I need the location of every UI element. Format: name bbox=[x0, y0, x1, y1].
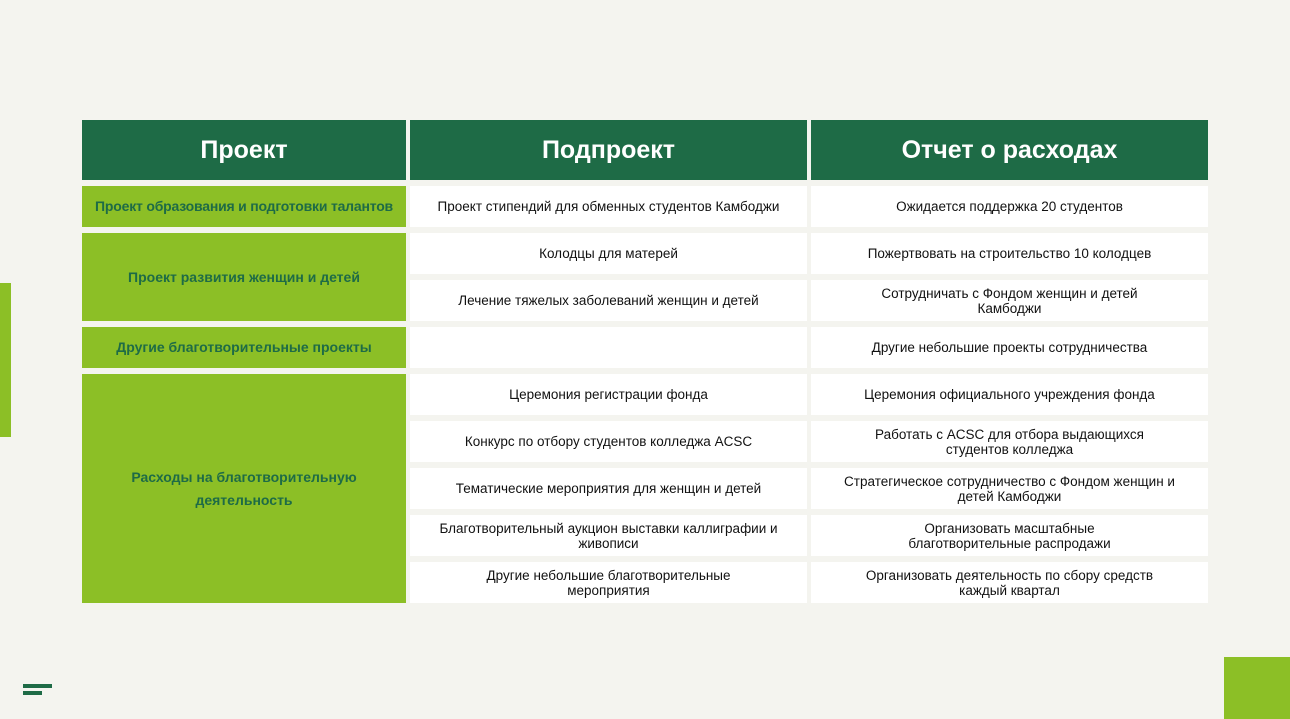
corner-accent-block bbox=[1224, 657, 1290, 719]
header-subproject: Подпроект bbox=[410, 120, 807, 180]
subproject-cell: Лечение тяжелых заболеваний женщин и детей bbox=[410, 280, 807, 321]
subproject-cell: Церемония регистрации фонда bbox=[410, 374, 807, 415]
subproject-cell bbox=[410, 327, 807, 368]
report-cell: Сотрудничать с Фондом женщин и детей Камбоджи bbox=[811, 280, 1208, 321]
project-education: Проект образования и подготовки талантов bbox=[82, 186, 406, 227]
subproject-cell: Конкурс по отбору студентов колледжа ACSC bbox=[410, 421, 807, 462]
report-cell: Ожидается поддержка 20 студентов bbox=[811, 186, 1208, 227]
report-cell: Организовать масштабные благотворительные распродажи bbox=[811, 515, 1208, 556]
report-cell: Другие небольшие проекты сотрудничества bbox=[811, 327, 1208, 368]
left-accent-bar bbox=[0, 283, 11, 437]
report-cell: Стратегическое сотрудничество с Фондом женщин и детей Камбоджи bbox=[811, 468, 1208, 509]
project-other-charity: Другие благотворительные проекты bbox=[82, 327, 406, 368]
report-cell: Организовать деятельность по сбору средств каждый квартал bbox=[811, 562, 1208, 603]
subproject-cell: Проект стипендий для обменных студентов Камбоджи bbox=[410, 186, 807, 227]
menu-lines-icon bbox=[23, 684, 53, 696]
subproject-cell: Колодцы для матерей bbox=[410, 233, 807, 274]
report-cell: Работать с ACSC для отбора выдающихся студентов колледжа bbox=[811, 421, 1208, 462]
project-women-children: Проект развития женщин и детей bbox=[82, 233, 406, 321]
project-charity-expenses: Расходы на благотворительную деятельность bbox=[82, 374, 406, 603]
header-expense-report: Отчет о расходах bbox=[811, 120, 1208, 180]
subproject-cell: Другие небольшие благотворительные мероприятия bbox=[410, 562, 807, 603]
report-cell: Церемония официального учреждения фонда bbox=[811, 374, 1208, 415]
report-cell: Пожертвовать на строительство 10 колодцев bbox=[811, 233, 1208, 274]
header-project: Проект bbox=[82, 120, 406, 180]
expense-table bbox=[82, 120, 1209, 604]
subproject-cell: Благотворительный аукцион выставки каллиграфии и живописи bbox=[410, 515, 807, 556]
subproject-cell: Тематические мероприятия для женщин и детей bbox=[410, 468, 807, 509]
